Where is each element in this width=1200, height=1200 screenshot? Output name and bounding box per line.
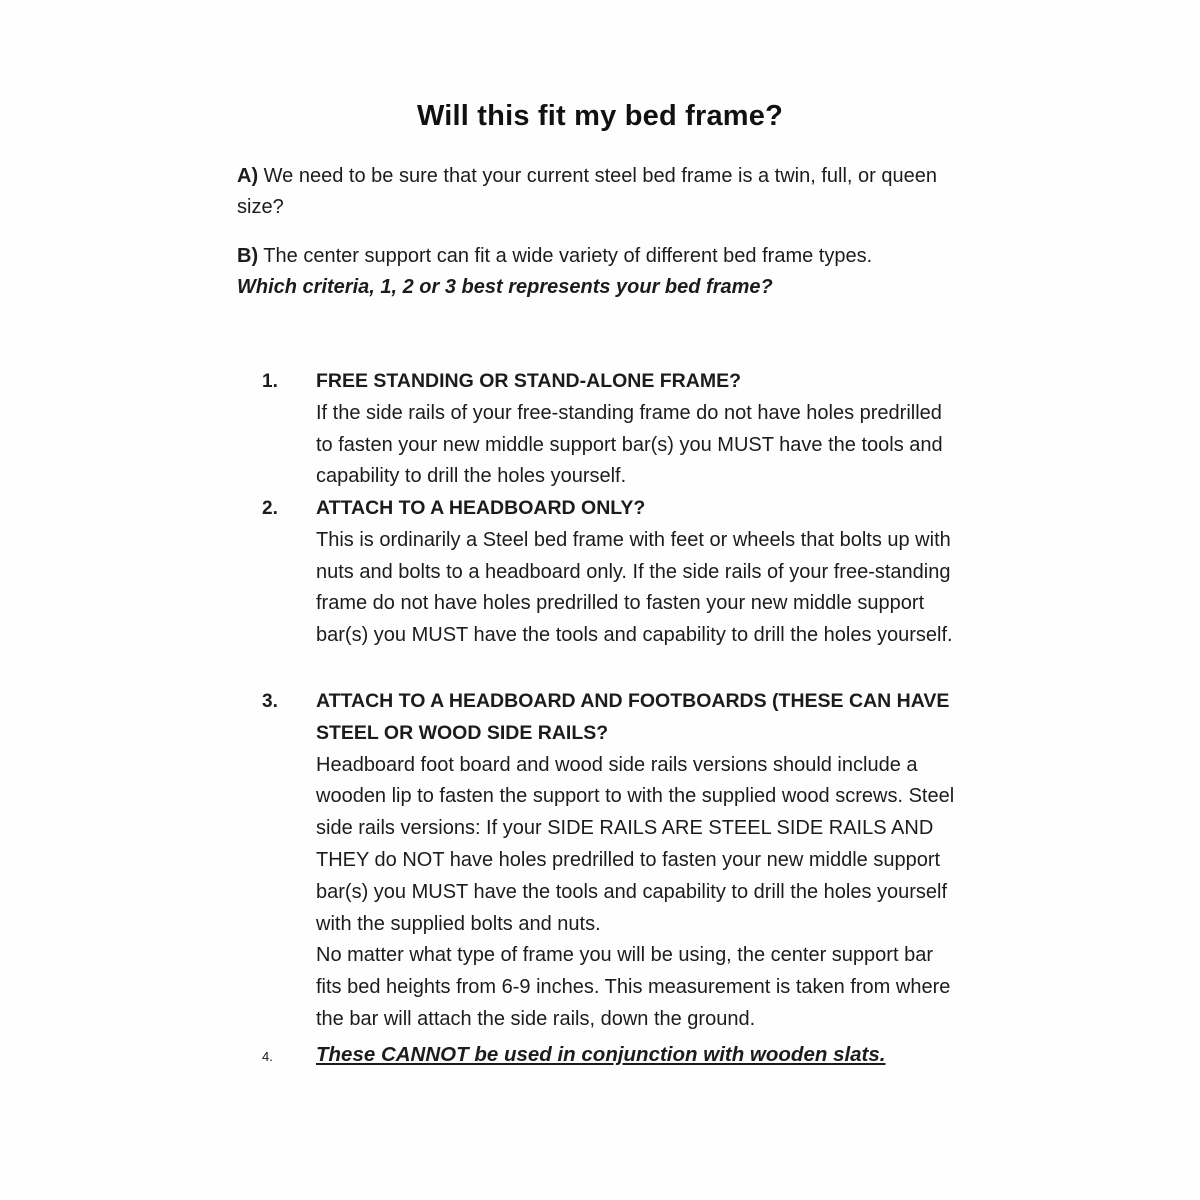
page-title: Will this fit my bed frame? — [416, 100, 784, 132]
list-item-body — [316, 686, 956, 1036]
height-note: No matter what type of frame you will be using, the center support bar fits bed heights from 6-9 inches. This measurement is taken from where the bar will attach the side rails, down the ground. — [316, 944, 951, 1030]
paragraph-b-label: B) — [237, 245, 259, 267]
list-item-description: Headboard foot board and wood side rails versions should include a wooden lip to fasten the support to with the supplied wood screws. Steel side rails versions: If your SIDE RAILS ARE STEEL SIDE RAILS AND THEY do NOT have holes predrilled to fasten your new middle support bar(s) you MUST have the tools and capability to drill the holes yourself with the supplied bolts and nuts. — [316, 753, 955, 935]
list-item-description: This is ordinarily a Steel bed frame with feet or wheels that bolts up with nuts and bolts to a headboard only. If the side rails of your free-standing frame do not have holes predrilled to fasten your new middle support bar(s) you MUST have the tools and capability to drill the holes yourself. — [316, 528, 953, 647]
paragraph-a — [237, 161, 957, 223]
list-number: 2. — [262, 498, 278, 519]
paragraph-b-text: The center support can fit a wide variety of different bed frame types. — [258, 245, 873, 267]
paragraph-a-label: A) — [237, 165, 259, 187]
list-item-heading: ATTACH TO A HEADBOARD ONLY? — [316, 497, 646, 519]
list-number: 4. — [262, 1049, 273, 1064]
list-item-body — [316, 1039, 956, 1072]
paragraph-b — [237, 241, 957, 303]
list-number: 3. — [262, 691, 278, 712]
list-item-heading: ATTACH TO A HEADBOARD AND FOOTBOARDS (THESE CAN HAVE STEEL OR WOOD SIDE RAILS? — [316, 690, 950, 744]
list-number: 1. — [262, 371, 278, 392]
list-item-body — [316, 493, 956, 652]
list-item-heading: FREE STANDING OR STAND-ALONE FRAME? — [316, 370, 742, 392]
criteria-question: Which criteria, 1, 2 or 3 best represents your bed frame? — [237, 276, 773, 298]
list-item-description: If the side rails of your free-standing frame do not have holes predrilled to fasten your new middle support bar(s) you MUST have the tools and capability to drill the holes yourself. — [316, 401, 943, 488]
paragraph-a-text: We need to be sure that your current steel bed frame is a twin, full, or queen size? — [237, 165, 937, 218]
list-item-body — [316, 366, 956, 493]
wooden-slats-warning: These CANNOT be used in conjunction with wooden slats. — [316, 1043, 886, 1066]
